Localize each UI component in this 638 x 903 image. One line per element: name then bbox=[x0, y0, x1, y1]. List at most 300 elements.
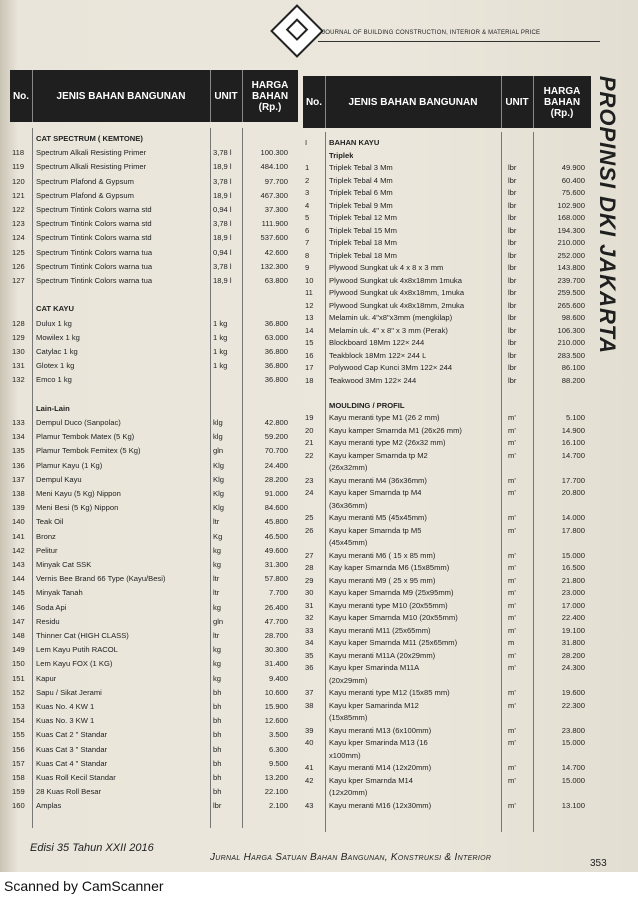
price-value: 239.700 bbox=[557, 275, 585, 285]
price-value: 36.800 bbox=[264, 347, 288, 356]
row-number: 145 bbox=[12, 588, 25, 598]
material-name: Kayu meranti M13 (6x100mm) bbox=[329, 725, 432, 735]
row-number: 126 bbox=[12, 261, 25, 271]
unit-value: m' bbox=[508, 738, 516, 747]
table-row bbox=[10, 444, 298, 458]
row-number: 39 bbox=[305, 725, 314, 735]
row-number: 123 bbox=[12, 219, 25, 229]
price-value: 42.600 bbox=[264, 247, 288, 257]
price-value: 17.000 bbox=[561, 600, 585, 610]
price-value: 23.000 bbox=[561, 588, 585, 597]
table-row bbox=[10, 629, 298, 643]
price-value: 45.800 bbox=[264, 517, 288, 527]
table-row bbox=[10, 586, 298, 600]
material-name: (20x29mm) bbox=[329, 675, 368, 685]
unit-value: m' bbox=[508, 425, 516, 435]
page-number: 353 bbox=[590, 858, 607, 869]
material-name: Kayu meranti M14 (12x20mm) bbox=[329, 763, 432, 772]
unit-value: kg bbox=[213, 659, 222, 669]
material-name: Kayu kper Samarinda M12 bbox=[329, 700, 419, 710]
price-value: 100.300 bbox=[260, 148, 288, 158]
row-number: 26 bbox=[305, 525, 314, 535]
table-row bbox=[10, 317, 298, 331]
material-name: Spectrum Alkali Resisting Primer bbox=[36, 148, 147, 158]
row-number: 156 bbox=[12, 744, 25, 754]
material-name: Kayu kaper Smarnda tp M4 bbox=[329, 488, 422, 497]
price-value: 3.500 bbox=[268, 730, 288, 740]
material-name: Plywood Sungkat uk 4x8x18mm 1muka bbox=[329, 275, 462, 285]
material-name: Dempul Duco (Sanpolac) bbox=[36, 418, 121, 427]
table-row bbox=[10, 799, 298, 813]
unit-value: Klg bbox=[213, 460, 224, 470]
material-name: Triplek Tebal 18 Mm bbox=[329, 250, 397, 260]
footer-journal-title: Jurnal Harga Satuan Bahan Bangunan, Konstruksi & Interior bbox=[210, 852, 492, 863]
table-row bbox=[10, 487, 298, 501]
unit-value: lbr bbox=[508, 313, 517, 322]
price-value: 30.300 bbox=[264, 645, 288, 655]
table-row bbox=[10, 515, 298, 529]
row-number: 121 bbox=[12, 190, 25, 200]
material-name: Teakwood 3Mm 122× 244 bbox=[329, 375, 417, 385]
table-row bbox=[10, 686, 298, 700]
material-name: Dempul Kayu bbox=[36, 474, 82, 484]
material-name: Kuas No. 4 KW 1 bbox=[36, 702, 95, 711]
row-number: 141 bbox=[12, 531, 25, 541]
journal-title: JOURNAL OF BUILDING CONSTRUCTION, INTERIOR & MATERIAL PRICE bbox=[322, 30, 541, 36]
material-name: Spectrum Plafond & Gypsum bbox=[36, 190, 134, 200]
material-name: Kayu meranti type M1 (26 2 mm) bbox=[329, 413, 440, 422]
row-number: 130 bbox=[12, 347, 25, 356]
row-number: 137 bbox=[12, 474, 25, 484]
material-name: Kayu meranti M4 (36x36mm) bbox=[329, 475, 427, 485]
material-name: Kayu kamper Smarnda M1 (26x26 mm) bbox=[329, 425, 462, 435]
unit-value: ltr bbox=[213, 588, 220, 598]
price-value: 24.400 bbox=[264, 460, 288, 470]
table-row bbox=[10, 430, 298, 444]
price-value: 28.700 bbox=[264, 631, 288, 640]
table-row bbox=[10, 345, 298, 359]
material-name: Triplek Tebal 4 Mm bbox=[329, 175, 393, 185]
right-table-body bbox=[303, 132, 591, 832]
table-row bbox=[10, 643, 298, 657]
table-row bbox=[10, 728, 298, 742]
unit-value: gln bbox=[213, 446, 224, 456]
row-number: 27 bbox=[305, 550, 314, 560]
row-number: 24 bbox=[305, 488, 314, 497]
material-name: Sapu / Sikat Jerami bbox=[36, 687, 102, 697]
material-name: Spectrum Alkali Resisting Primer bbox=[36, 162, 147, 172]
table-row bbox=[10, 274, 298, 288]
price-value: 17.700 bbox=[561, 475, 585, 485]
price-value: 19.600 bbox=[561, 688, 585, 697]
unit-value: m' bbox=[508, 438, 516, 447]
unit-value: m' bbox=[508, 775, 516, 785]
row-number: 28 bbox=[305, 563, 314, 572]
journal-logo-icon bbox=[270, 4, 324, 58]
unit-value: 3,78 l bbox=[213, 219, 232, 229]
left-table-body bbox=[10, 128, 298, 828]
price-value: 28.200 bbox=[561, 650, 585, 660]
material-name: Melamin uk. 4" x 8" x 3 mm (Perak) bbox=[329, 325, 448, 335]
unit-value: 1 kg bbox=[213, 332, 228, 342]
price-value: 14.700 bbox=[561, 450, 585, 460]
row-number: 5 bbox=[305, 213, 310, 222]
price-value: 15.000 bbox=[561, 738, 585, 747]
col-header-jenis: JENIS BAHAN BANGUNAN bbox=[325, 76, 502, 128]
province-title: PROPINSI DKI JAKARTA bbox=[595, 75, 621, 355]
material-name: Kayu meranti M6 ( 15 x 85 mm) bbox=[329, 550, 436, 560]
price-value: 14.000 bbox=[561, 513, 585, 522]
material-name: Triplek Tebal 12 Mm bbox=[329, 213, 397, 222]
row-number: 133 bbox=[12, 418, 25, 427]
material-name: Kayu meranti M11 (25x65mm) bbox=[329, 625, 431, 635]
unit-value: m' bbox=[508, 563, 516, 572]
material-name: Triplek Tebal 3 Mm bbox=[329, 163, 393, 172]
material-name: Spectrum Plafond & Gypsum bbox=[36, 176, 134, 186]
material-name: Spectrum Tintink Colors warna std bbox=[36, 233, 152, 243]
row-number: 40 bbox=[305, 738, 314, 747]
row-number: 134 bbox=[12, 432, 25, 442]
unit-value: kg bbox=[213, 545, 222, 555]
unit-value: lbr bbox=[508, 175, 517, 185]
section-header-row bbox=[10, 302, 298, 316]
table-row bbox=[10, 714, 298, 728]
price-value: 24.300 bbox=[561, 663, 585, 672]
row-number: 148 bbox=[12, 631, 25, 640]
row-number: 9 bbox=[305, 263, 310, 272]
material-name: CAT SPECTRUM ( KEMTONE) bbox=[36, 134, 143, 143]
material-name: Residu bbox=[36, 616, 60, 626]
price-value: 6.300 bbox=[268, 744, 288, 754]
unit-value: kg bbox=[213, 645, 222, 655]
material-name: (36x36mm) bbox=[329, 500, 368, 510]
price-value: 2.100 bbox=[268, 801, 288, 811]
row-number: 14 bbox=[305, 325, 314, 335]
material-name: Triplek Tebal 18 Mm bbox=[329, 238, 397, 247]
unit-value: kg bbox=[213, 602, 222, 612]
price-value: 132.300 bbox=[260, 261, 288, 271]
row-number: 12 bbox=[305, 300, 314, 310]
price-value: 12.600 bbox=[264, 716, 288, 726]
table-row bbox=[10, 700, 298, 714]
table-row bbox=[10, 416, 298, 430]
price-value: 10.600 bbox=[264, 687, 288, 697]
unit-value: m' bbox=[508, 600, 516, 610]
material-name: Kayu kper Smarinda M11A bbox=[329, 663, 420, 672]
unit-value: ltr bbox=[213, 517, 220, 527]
row-number: 144 bbox=[12, 574, 25, 584]
unit-value: bh bbox=[213, 787, 222, 797]
price-value: 60.400 bbox=[561, 175, 585, 185]
row-number: 140 bbox=[12, 517, 25, 527]
material-name: Spectrum Tintink Colors warna std bbox=[36, 205, 152, 214]
page-footer bbox=[30, 832, 620, 869]
unit-value: lbr bbox=[508, 375, 517, 385]
material-name: (45x45mm) bbox=[329, 538, 368, 547]
unit-value: lbr bbox=[508, 200, 517, 210]
row-number: 38 bbox=[305, 700, 314, 710]
row-number: 147 bbox=[12, 616, 25, 626]
table-row bbox=[10, 743, 298, 757]
material-name: Plamur Kayu (1 Kg) bbox=[36, 460, 103, 470]
unit-value: m bbox=[508, 638, 515, 647]
left-table-header bbox=[10, 70, 298, 122]
unit-value: m' bbox=[508, 525, 516, 535]
price-value: 46.500 bbox=[264, 531, 288, 541]
unit-value: klg bbox=[213, 432, 223, 442]
material-name: Triplek Tebal 15 Mm bbox=[329, 225, 397, 235]
unit-value: lbr bbox=[508, 213, 517, 222]
material-name: Plamur Tembok Femitex (5 Kg) bbox=[36, 446, 141, 456]
right-table-header bbox=[303, 76, 591, 128]
table-row bbox=[10, 530, 298, 544]
material-name: Thinner Cat (HIGH CLASS) bbox=[36, 631, 129, 640]
price-value: 23.800 bbox=[561, 725, 585, 735]
row-number: 34 bbox=[305, 638, 314, 647]
material-name: Kuas Cat 4 " Standar bbox=[36, 758, 108, 768]
price-value: 97.700 bbox=[264, 176, 288, 186]
material-name: Kuas Cat 3 " Standar bbox=[36, 744, 108, 754]
price-value: 47.700 bbox=[264, 616, 288, 626]
unit-value: lbr bbox=[508, 300, 517, 310]
unit-value: lbr bbox=[508, 338, 517, 347]
unit-value: 18,9 l bbox=[213, 276, 232, 285]
unit-value: m' bbox=[508, 800, 516, 810]
unit-value: 1 kg bbox=[213, 361, 228, 371]
row-number: 149 bbox=[12, 645, 25, 655]
row-number: 125 bbox=[12, 247, 25, 257]
material-name: Minyak Cat SSK bbox=[36, 560, 92, 569]
unit-value: kg bbox=[213, 560, 222, 569]
row-number: 41 bbox=[305, 763, 314, 772]
material-name: Kayu kaper Smarnda M11 (25x65mm) bbox=[329, 638, 458, 647]
unit-value: lbr bbox=[508, 225, 517, 235]
price-value: 49.900 bbox=[561, 163, 585, 172]
material-name: Kayu meranti M5 (45x45mm) bbox=[329, 513, 427, 522]
unit-value: m' bbox=[508, 763, 516, 772]
header-rule bbox=[318, 41, 600, 42]
row-number: 122 bbox=[12, 205, 25, 214]
unit-value: Kg bbox=[213, 531, 223, 541]
material-name: Triplek Tebal 9 Mm bbox=[329, 200, 393, 210]
unit-value: bh bbox=[213, 702, 222, 711]
price-value: 63.800 bbox=[264, 276, 288, 285]
row-number: 23 bbox=[305, 475, 314, 485]
price-value: 194.300 bbox=[557, 225, 585, 235]
material-name: Kayu meranti M9 ( 25 x 95 mm) bbox=[329, 575, 436, 585]
price-value: 265.600 bbox=[557, 300, 585, 310]
price-value: 36.800 bbox=[264, 318, 288, 328]
unit-value: bh bbox=[213, 716, 222, 726]
col-header-jenis: JENIS BAHAN BANGUNAN bbox=[32, 70, 211, 122]
price-value: 5.100 bbox=[565, 413, 585, 422]
table-row bbox=[303, 799, 591, 813]
table-row bbox=[10, 146, 298, 160]
table-row bbox=[10, 615, 298, 629]
material-name: Mowilex 1 kg bbox=[36, 332, 80, 342]
material-name: Kayu kaper Smarnda M10 (20x55mm) bbox=[329, 613, 458, 622]
material-name: (26x32mm) bbox=[329, 463, 368, 472]
material-name: Triplek bbox=[329, 150, 354, 160]
table-row bbox=[10, 785, 298, 799]
unit-value: 18,9 l bbox=[213, 233, 232, 243]
material-name: Pelitur bbox=[36, 545, 58, 555]
edition-label: Edisi 35 Tahun XXII 2016 bbox=[30, 842, 154, 854]
row-number: 2 bbox=[305, 175, 310, 185]
table-row bbox=[10, 501, 298, 515]
price-value: 31.300 bbox=[264, 560, 288, 569]
row-number: 160 bbox=[12, 801, 25, 811]
row-number: 35 bbox=[305, 650, 314, 660]
row-number: 155 bbox=[12, 730, 25, 740]
unit-value: Klg bbox=[213, 489, 224, 498]
unit-value: m' bbox=[508, 725, 516, 735]
row-number: 36 bbox=[305, 663, 314, 672]
unit-value: Klg bbox=[213, 503, 224, 513]
material-name: Spectrum Tintink Colors warna tua bbox=[36, 261, 153, 271]
table-row bbox=[10, 359, 298, 373]
unit-value: 3,78 l bbox=[213, 148, 232, 158]
scan-watermark: Scanned by CamScanner bbox=[4, 878, 164, 894]
row-number: 124 bbox=[12, 233, 25, 243]
price-value: 283.500 bbox=[557, 350, 585, 360]
price-value: 88.200 bbox=[561, 375, 585, 385]
scan-watermark-bar bbox=[0, 872, 638, 903]
price-value: 75.600 bbox=[561, 188, 585, 197]
unit-value: 18,9 l bbox=[213, 190, 232, 200]
row-number: 33 bbox=[305, 625, 314, 635]
row-number: 131 bbox=[12, 361, 25, 371]
row-number: 150 bbox=[12, 659, 25, 669]
price-value: 31.400 bbox=[264, 659, 288, 669]
price-value: 106.300 bbox=[557, 325, 585, 335]
material-name: Plamur Tembok Matex (5 Kg) bbox=[36, 432, 135, 442]
section-header-row bbox=[10, 132, 298, 146]
price-value: 15.000 bbox=[561, 550, 585, 560]
row-number: 159 bbox=[12, 787, 25, 797]
material-name: Soda Api bbox=[36, 602, 67, 612]
unit-value: 1 kg bbox=[213, 318, 228, 328]
row-number: 29 bbox=[305, 575, 314, 585]
unit-value: lbr bbox=[508, 188, 517, 197]
price-value: 84.600 bbox=[264, 503, 288, 513]
col-header-no: No. bbox=[10, 70, 33, 122]
row-number: 120 bbox=[12, 176, 25, 186]
material-name: Kay kaper Smarnda M6 (15x85mm) bbox=[329, 563, 450, 572]
unit-value: m' bbox=[508, 688, 516, 697]
material-name: Lain-Lain bbox=[36, 403, 70, 413]
unit-value: m' bbox=[508, 550, 516, 560]
unit-value: 3,78 l bbox=[213, 261, 232, 271]
material-name: Amplas bbox=[36, 801, 62, 811]
material-name: Kayu kper Smarnda M14 bbox=[329, 775, 413, 785]
province-side-title bbox=[596, 72, 632, 372]
row-number: 20 bbox=[305, 425, 314, 435]
price-value: 63.000 bbox=[264, 332, 288, 342]
price-value: 16.500 bbox=[561, 563, 585, 572]
row-number: 129 bbox=[12, 332, 25, 342]
unit-value: ltr bbox=[213, 631, 220, 640]
row-number: 22 bbox=[305, 450, 314, 460]
unit-value: 3,78 l bbox=[213, 176, 232, 186]
unit-value: lbr bbox=[508, 288, 517, 297]
unit-value: lbr bbox=[508, 325, 517, 335]
table-row bbox=[10, 203, 298, 217]
price-value: 9.400 bbox=[268, 673, 288, 683]
unit-value: lbr bbox=[213, 801, 222, 811]
price-value: 7.700 bbox=[268, 588, 288, 598]
material-name: Melamin uk. 4"x8"x3mm (mengkilap) bbox=[329, 313, 453, 322]
material-name: MOULDING / PROFIL bbox=[329, 400, 405, 410]
price-value: 537.600 bbox=[260, 233, 288, 243]
row-number: 16 bbox=[305, 350, 314, 360]
material-name: BAHAN KAYU bbox=[329, 138, 380, 147]
row-number: 154 bbox=[12, 716, 25, 726]
material-name: CAT KAYU bbox=[36, 304, 74, 314]
row-number: 25 bbox=[305, 513, 314, 522]
row-number: 152 bbox=[12, 687, 25, 697]
unit-value: bh bbox=[213, 744, 222, 754]
row-number: 18 bbox=[305, 375, 314, 385]
unit-value: m' bbox=[508, 700, 516, 710]
unit-value: lbr bbox=[508, 350, 517, 360]
material-name: Kayu meranti type M2 (26x32 mm) bbox=[329, 438, 446, 447]
price-value: 22.300 bbox=[561, 700, 585, 710]
material-name: Spectrum Tintink Colors warna tua bbox=[36, 247, 153, 257]
col-header-unit: UNIT bbox=[210, 70, 243, 122]
price-value: 31.800 bbox=[561, 638, 585, 647]
price-value: 70.700 bbox=[264, 446, 288, 456]
row-number: 8 bbox=[305, 250, 310, 260]
row-number: 146 bbox=[12, 602, 25, 612]
row-number: 143 bbox=[12, 560, 25, 569]
price-value: 467.300 bbox=[260, 190, 288, 200]
table-row bbox=[10, 331, 298, 345]
price-value: 143.800 bbox=[557, 263, 585, 272]
unit-value: Klg bbox=[213, 474, 224, 484]
unit-value: bh bbox=[213, 730, 222, 740]
material-name: Bronz bbox=[36, 531, 56, 541]
material-name: Catylac 1 kg bbox=[36, 347, 78, 356]
col-header-no: No. bbox=[303, 76, 326, 128]
material-name: Kayu kaper Smarnda M9 (25x95mm) bbox=[329, 588, 454, 597]
price-value: 210.000 bbox=[557, 338, 585, 347]
row-number: 128 bbox=[12, 318, 25, 328]
material-name: Plywood Sungkat uk 4x8x18mm, 1muka bbox=[329, 288, 465, 297]
section-header-row bbox=[10, 402, 298, 416]
unit-value: 1 kg bbox=[213, 347, 228, 356]
material-name: 28 Kuas Roll Besar bbox=[36, 787, 102, 797]
unit-value: lbr bbox=[508, 263, 517, 272]
material-name: Emco 1 kg bbox=[36, 375, 72, 385]
unit-value: m' bbox=[508, 575, 516, 585]
table-row bbox=[10, 260, 298, 274]
price-value: 49.600 bbox=[264, 545, 288, 555]
material-name: Plywood Sungkat uk 4x8x18mm, 2muka bbox=[329, 300, 465, 310]
table-row bbox=[10, 558, 298, 572]
unit-value: m' bbox=[508, 413, 516, 422]
price-value: 15.900 bbox=[264, 702, 288, 711]
row-number: 10 bbox=[305, 275, 314, 285]
row-number: I bbox=[305, 138, 308, 147]
price-value: 36.800 bbox=[264, 375, 288, 385]
row-number: 31 bbox=[305, 600, 314, 610]
unit-value: klg bbox=[213, 418, 223, 427]
price-value: 15.000 bbox=[561, 775, 585, 785]
unit-value: m' bbox=[508, 450, 516, 460]
table-row bbox=[10, 388, 298, 402]
price-value: 26.400 bbox=[264, 602, 288, 612]
